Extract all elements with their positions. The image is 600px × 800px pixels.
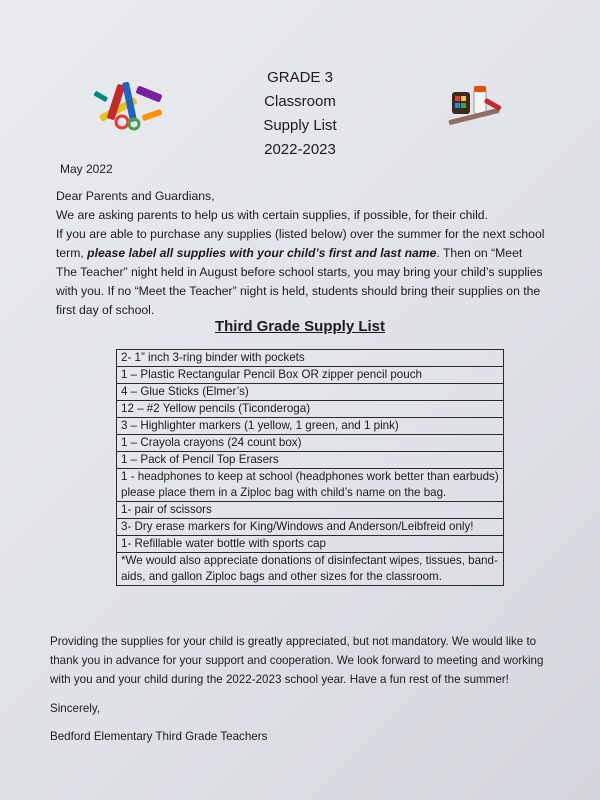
supply-item: 1- Refillable water bottle with sports cap xyxy=(117,536,504,553)
table-row xyxy=(117,367,504,384)
school-supplies-icon xyxy=(92,76,168,134)
supply-item: 1 – Pack of Pencil Top Erasers xyxy=(117,452,504,469)
table-row xyxy=(117,469,504,502)
supply-item: 1- pair of scissors xyxy=(117,502,504,519)
table-row xyxy=(117,519,504,536)
supply-list-heading: Third Grade Supply List xyxy=(214,318,386,335)
letter-date: May 2022 xyxy=(60,162,113,176)
table-row xyxy=(117,536,504,553)
letter-line-1: We are asking parents to help us with certain supplies, if possible, for their child. xyxy=(56,208,488,222)
supply-item: 3- Dry erase markers for King/Windows and Anderson/Leibfreid only! xyxy=(117,519,504,536)
supply-table xyxy=(116,349,504,586)
paragraph-start: If you are able to purchase any supplies (listed below) over the summer for the next school term, xyxy=(56,227,545,260)
supply-item: 2- 1” inch 3-ring binder with pockets xyxy=(117,350,504,367)
table-row xyxy=(117,435,504,452)
art-supplies-icon xyxy=(444,82,506,128)
letter-paragraph xyxy=(56,225,546,320)
table-row xyxy=(117,418,504,435)
table-row xyxy=(117,401,504,418)
supply-item: 1 – Plastic Rectangular Pencil Box OR zipper pencil pouch xyxy=(117,367,504,384)
label-instruction: please label all supplies with your child’s first and last name xyxy=(87,246,437,260)
supply-item: *We would also appreciate donations of disinfectant wipes, tissues, band-aids, and gallon Ziploc bags and other sizes for the classroom. xyxy=(117,553,504,586)
supply-item: 12 – #2 Yellow pencils (Ticonderoga) xyxy=(117,401,504,418)
salutation: Dear Parents and Guardians, xyxy=(56,189,215,203)
table-row xyxy=(117,452,504,469)
title-line-classroom: Classroom xyxy=(264,93,336,110)
table-row xyxy=(117,553,504,586)
supply-item: 4 – Glue Sticks (Elmer’s) xyxy=(117,384,504,401)
title-line-year: 2022-2023 xyxy=(264,141,336,158)
supply-item: 3 – Highlighter markers (1 yellow, 1 green, and 1 pink) xyxy=(117,418,504,435)
table-row xyxy=(117,384,504,401)
document-title xyxy=(240,66,360,162)
supply-item: 1 – Crayola crayons (24 count box) xyxy=(117,435,504,452)
title-line-grade: GRADE 3 xyxy=(267,69,333,86)
title-line-supply-list: Supply List xyxy=(263,117,337,134)
table-row xyxy=(117,350,504,367)
closing-paragraph: Providing the supplies for your child is greatly appreciated, but not mandatory. We would like to thank you in advance for your support and cooperation. We look forward to meeting and working with you and your child during the 2022-2023 school year. Have a fun rest of the summer! xyxy=(50,635,544,686)
paragraph-end: . Then on “Meet The Teacher” night held in August before school starts, you may bring your child’s supplies with you. If no “Meet the Teacher” night is held, students should bring their supplies on the first day of school. xyxy=(56,246,543,317)
letter-body xyxy=(56,187,546,320)
table-row xyxy=(117,502,504,519)
supply-item: 1 - headphones to keep at school (headphones work better than earbuds) please place them in a Ziploc bag with child’s name on the bag. xyxy=(117,469,504,502)
sign-off: Sincerely, xyxy=(50,702,101,715)
signature: Bedford Elementary Third Grade Teachers xyxy=(50,730,268,743)
